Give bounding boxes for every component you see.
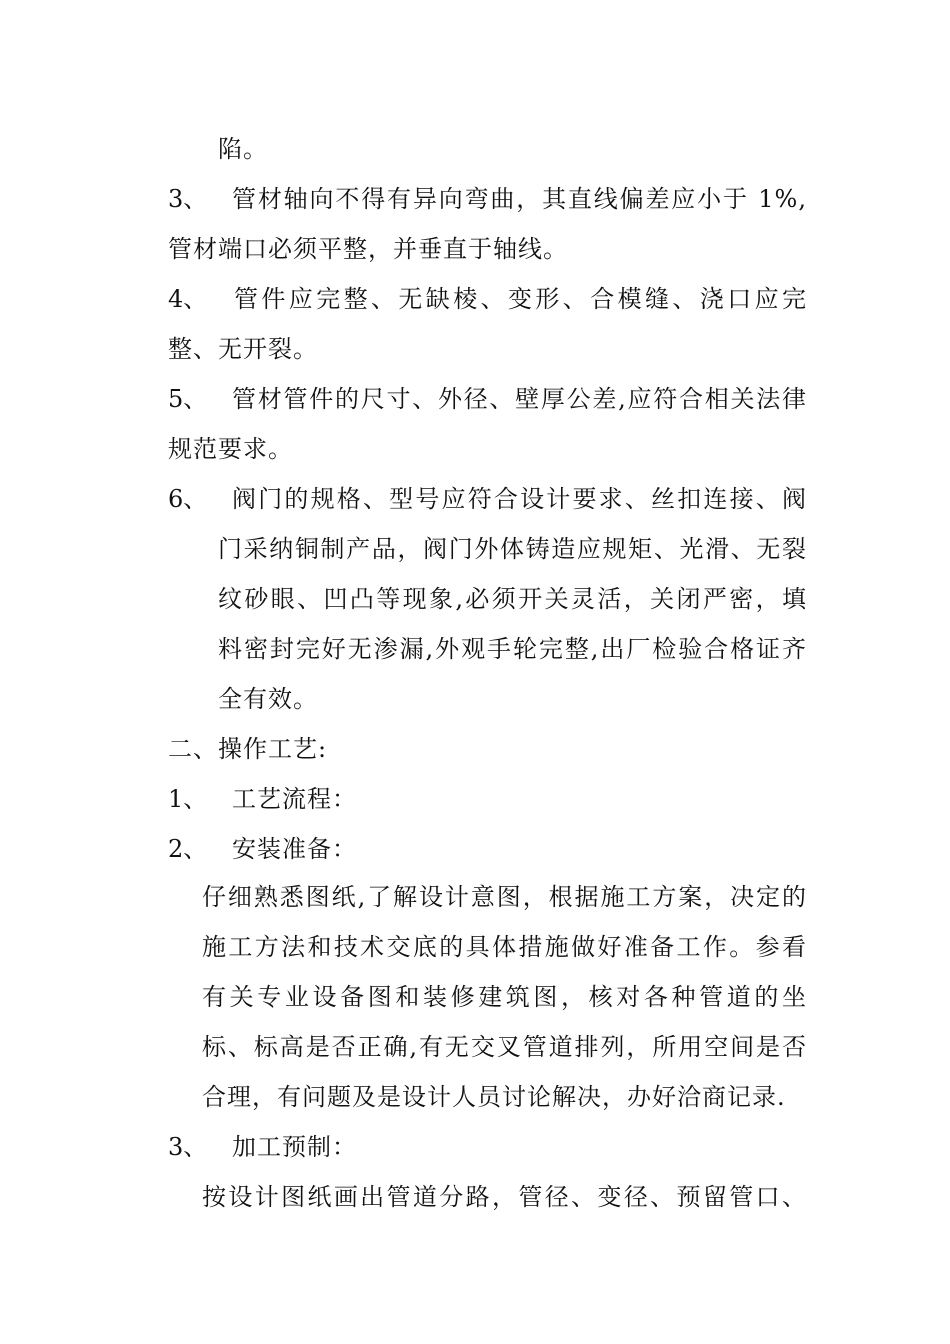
text-line: 全有效。	[218, 685, 318, 713]
list-number: 3、	[168, 1133, 208, 1161]
text-line: 合理，有问题及是设计人员讨论解决，办好洽商记录.	[202, 1083, 786, 1111]
list-number: 6、	[168, 485, 208, 513]
text-line: 纹砂眼、凹凸等现象,必须开关灵活，关闭严密，填	[218, 585, 807, 613]
text-line: 工艺流程：	[232, 785, 357, 813]
list-number: 4、	[168, 285, 208, 313]
text-line: 加工预制：	[232, 1133, 357, 1161]
text-line: 阀门的规格、型号应符合设计要求、丝扣连接、阀	[232, 485, 807, 513]
text-line: 陷。	[218, 135, 268, 163]
list-number: 1、	[168, 785, 208, 813]
text-line: 管件应完整、无缺棱、变形、合模缝、浇口应完	[234, 285, 807, 313]
list-number: 5、	[168, 385, 208, 413]
text-line: 安装准备：	[232, 835, 357, 863]
text-line: 施工方法和技术交底的具体措施做好准备工作。参看	[202, 933, 807, 961]
text-line: 整、无开裂。	[168, 335, 318, 363]
list-number: 2、	[168, 835, 208, 863]
text-line: 管材轴向不得有异向弯曲，其直线偏差应小于 1%,	[232, 185, 807, 213]
list-number: 3、	[168, 185, 208, 213]
text-line: 管材端口必须平整，并垂直于轴线。	[168, 235, 568, 263]
text-line: 仔细熟悉图纸,了解设计意图，根据施工方案，决定的	[202, 883, 807, 911]
text-line: 按设计图纸画出管道分路，管径、变径、预留管口、	[202, 1183, 807, 1211]
text-line: 管材管件的尺寸、外径、壁厚公差,应符合相关法律	[232, 385, 807, 413]
text-line: 料密封完好无渗漏,外观手轮完整,出厂检验合格证齐	[218, 635, 807, 663]
text-line: 有关专业设备图和装修建筑图，核对各种管道的坐	[202, 983, 807, 1011]
section-heading: 二、操作工艺:	[168, 735, 328, 763]
text-line: 门采纳铜制产品，阀门外体铸造应规矩、光滑、无裂	[218, 535, 807, 563]
text-line: 标、标高是否正确,有无交叉管道排列，所用空间是否	[202, 1033, 807, 1061]
text-line: 规范要求。	[168, 435, 293, 463]
